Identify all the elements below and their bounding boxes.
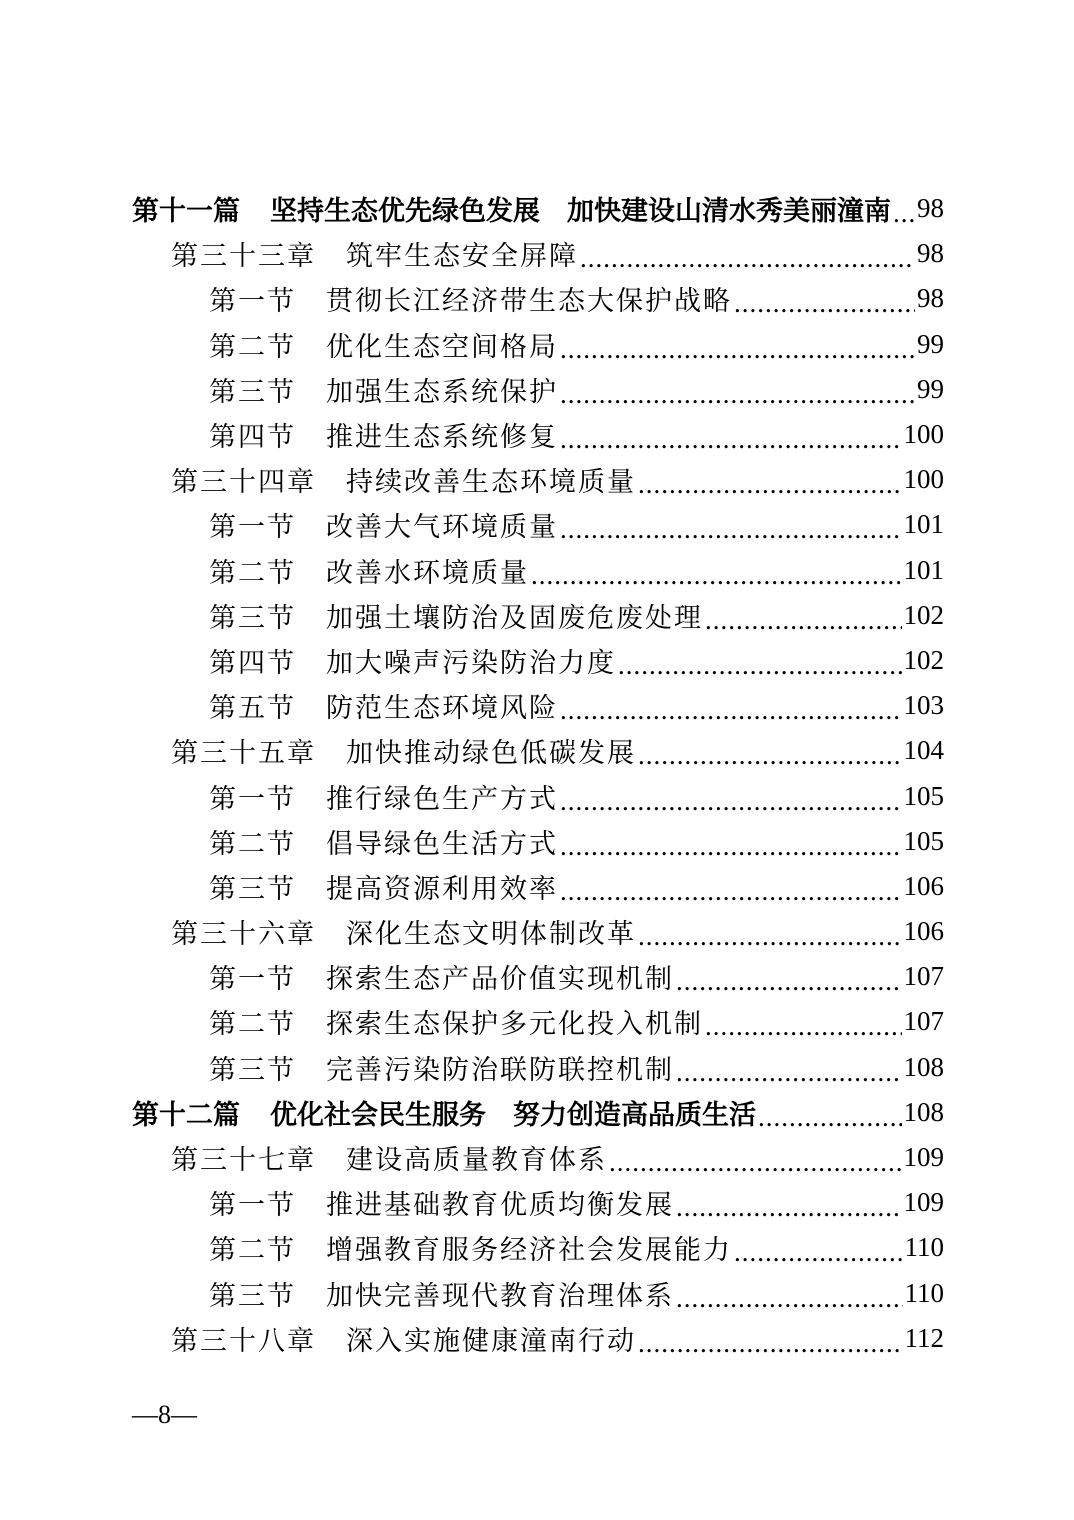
toc-number: 第三十三章	[171, 241, 316, 273]
toc-page: 98	[917, 283, 944, 314]
toc-leader	[676, 1283, 903, 1314]
toc-page: 101	[903, 509, 944, 540]
toc-page: 103	[903, 690, 944, 721]
toc-row[interactable]	[0, 638, 1074, 683]
toc-row[interactable]	[0, 276, 1074, 321]
toc-page: 106	[903, 916, 944, 947]
toc-row[interactable]	[0, 593, 1074, 638]
toc-page: 99	[917, 328, 944, 359]
toc-page: 110	[904, 1232, 944, 1263]
toc-title: 加快完善现代教育治理体系	[326, 1280, 674, 1312]
toc-label	[209, 1048, 674, 1087]
toc-title: 推进生态系统修复	[326, 422, 558, 454]
toc-title: 推行绿色生产方式	[326, 783, 558, 815]
toc-leader	[638, 1328, 903, 1359]
toc-page: 109	[903, 1142, 944, 1173]
toc-number: 第一节	[209, 964, 296, 996]
toc-title: 深入实施健康潼南行动	[346, 1325, 636, 1357]
toc-label	[209, 1274, 674, 1313]
toc-label	[209, 551, 529, 590]
toc-title: 提高资源利用效率	[326, 873, 558, 905]
toc-label	[132, 189, 891, 228]
toc-row[interactable]	[0, 1271, 1074, 1316]
toc-leader	[638, 469, 902, 500]
toc-row[interactable]	[0, 457, 1074, 502]
toc-row[interactable]	[0, 548, 1074, 593]
toc-label	[209, 822, 558, 861]
toc-leader	[638, 921, 902, 952]
toc-label	[171, 731, 636, 770]
toc-title: 探索生态产品价值实现机制	[326, 964, 674, 996]
toc-page: 112	[904, 1322, 944, 1353]
toc-leader	[560, 695, 902, 726]
toc-leader	[758, 1102, 902, 1133]
toc-page: 107	[903, 1006, 944, 1037]
toc-label	[209, 596, 703, 635]
toc-title: 增强教育服务经济社会发展能力	[326, 1235, 732, 1267]
toc-title: 探索生态保护多元化投入机制	[326, 1009, 703, 1041]
toc-label	[171, 234, 578, 273]
toc-number: 第三十七章	[171, 1145, 316, 1177]
toc-row[interactable]	[0, 1316, 1074, 1361]
toc-number: 第二节	[209, 557, 296, 589]
toc-title: 筑牢生态安全屏障	[346, 241, 578, 273]
toc-label	[209, 1183, 674, 1222]
toc-title: 加快推动绿色低碳发展	[346, 738, 636, 770]
toc-title: 推进基础教育优质均衡发展	[326, 1190, 674, 1222]
toc-page: 101	[903, 554, 944, 585]
toc-label	[209, 777, 558, 816]
toc-page: 105	[903, 780, 944, 811]
toc-number: 第一节	[209, 512, 296, 544]
toc-label	[209, 641, 616, 680]
toc-label	[209, 279, 732, 318]
toc-number: 第二节	[209, 331, 296, 363]
toc-leader	[676, 966, 902, 997]
toc-row[interactable]	[0, 773, 1074, 818]
toc-number: 第一节	[209, 1190, 296, 1222]
toc-row[interactable]	[0, 1180, 1074, 1225]
toc-title: 改善大气环境质量	[326, 512, 558, 544]
toc-title: 持续改善生态环境质量	[346, 467, 636, 499]
toc-label	[171, 912, 636, 951]
toc-row[interactable]	[0, 819, 1074, 864]
toc-number: 第三节	[209, 1280, 296, 1312]
toc-leader	[676, 1192, 902, 1223]
toc-number: 第三十五章	[171, 738, 316, 770]
toc-label	[209, 686, 558, 725]
toc-row[interactable]	[0, 322, 1074, 367]
toc-label	[209, 370, 558, 409]
toc-number: 第三十六章	[171, 919, 316, 951]
toc-row[interactable]	[0, 683, 1074, 728]
toc-label	[171, 1138, 607, 1177]
toc-leader	[531, 560, 902, 591]
toc-leader	[638, 740, 902, 771]
toc-number: 第三节	[209, 602, 296, 634]
toc-leader	[734, 1237, 903, 1268]
toc-label	[209, 1002, 703, 1041]
toc-page: 108	[903, 1051, 944, 1082]
toc-page: 99	[917, 373, 944, 404]
toc-title: 深化生态文明体制改革	[346, 919, 636, 951]
toc-page: 100	[903, 464, 944, 495]
toc-number: 第五节	[209, 693, 296, 725]
toc-row[interactable]	[0, 1090, 1074, 1135]
toc-number: 第二节	[209, 1235, 296, 1267]
toc-label	[171, 1319, 636, 1358]
toc-page: 108	[903, 1096, 944, 1127]
toc-row[interactable]	[0, 412, 1074, 457]
toc-number: 第二节	[209, 828, 296, 860]
toc-label	[209, 325, 558, 364]
toc-leader	[705, 605, 902, 636]
toc-row[interactable]	[0, 864, 1074, 909]
table-of-contents	[0, 186, 1074, 1361]
toc-leader	[560, 424, 902, 455]
toc-page: 98	[917, 238, 944, 269]
toc-leader	[609, 1147, 902, 1178]
toc-title: 加大噪声污染防治力度	[326, 647, 616, 679]
page-number-footer: —8—	[132, 1400, 197, 1429]
toc-number: 第四节	[209, 422, 296, 454]
toc-title: 倡导绿色生活方式	[326, 828, 558, 860]
toc-page: 100	[903, 419, 944, 450]
toc-leader	[580, 243, 915, 274]
toc-label	[209, 867, 558, 906]
toc-number: 第一节	[209, 783, 296, 815]
toc-row[interactable]	[0, 1225, 1074, 1270]
toc-row[interactable]	[0, 1045, 1074, 1090]
toc-page: 106	[903, 870, 944, 901]
toc-leader	[560, 379, 915, 410]
toc-leader	[893, 198, 915, 229]
toc-label	[171, 460, 636, 499]
toc-label	[209, 505, 558, 544]
toc-number: 第二节	[209, 1009, 296, 1041]
toc-row[interactable]	[0, 999, 1074, 1044]
toc-title: 防范生态环境风险	[326, 693, 558, 725]
toc-title: 完善污染防治联防联控机制	[326, 1054, 674, 1086]
toc-row[interactable]	[0, 954, 1074, 999]
toc-leader	[560, 831, 902, 862]
toc-title: 加强土壤防治及固废危废处理	[326, 602, 703, 634]
toc-page: 105	[903, 825, 944, 856]
toc-leader	[734, 288, 915, 319]
toc-page: 107	[903, 961, 944, 992]
toc-leader	[560, 514, 902, 545]
toc-row[interactable]	[0, 186, 1074, 231]
toc-title: 加强生态系统保护	[326, 376, 558, 408]
toc-number: 第三节	[209, 1054, 296, 1086]
toc-leader	[560, 334, 915, 365]
toc-row[interactable]	[0, 231, 1074, 276]
toc-number: 第三十八章	[171, 1325, 316, 1357]
toc-label	[209, 957, 674, 996]
toc-label	[132, 1093, 756, 1132]
toc-title: 优化社会民生服务 努力创造高品质生活	[270, 1099, 756, 1131]
toc-title: 坚持生态优先绿色发展 加快建设山清水秀美丽潼南	[270, 196, 891, 228]
toc-page: 109	[903, 1187, 944, 1218]
toc-row[interactable]	[0, 909, 1074, 954]
toc-number: 第一节	[209, 286, 296, 318]
toc-title: 建设高质量教育体系	[346, 1145, 607, 1177]
toc-page: 98	[917, 193, 944, 224]
toc-number: 第十一篇	[132, 196, 240, 228]
toc-leader	[560, 786, 902, 817]
toc-leader	[560, 876, 902, 907]
toc-row[interactable]	[0, 367, 1074, 412]
toc-number: 第十二篇	[132, 1099, 240, 1131]
toc-row[interactable]	[0, 728, 1074, 773]
toc-title: 贯彻长江经济带生态大保护战略	[326, 286, 732, 318]
toc-page: 102	[903, 599, 944, 630]
toc-label	[209, 1228, 732, 1267]
toc-number: 第三节	[209, 873, 296, 905]
toc-title: 改善水环境质量	[326, 557, 529, 589]
toc-number: 第三节	[209, 376, 296, 408]
toc-row[interactable]	[0, 1135, 1074, 1180]
toc-label	[209, 415, 558, 454]
toc-number: 第四节	[209, 647, 296, 679]
toc-row[interactable]	[0, 502, 1074, 547]
toc-title: 优化生态空间格局	[326, 331, 558, 363]
toc-page: 110	[904, 1277, 944, 1308]
toc-page: 104	[903, 735, 944, 766]
toc-number: 第三十四章	[171, 467, 316, 499]
toc-page: 102	[903, 644, 944, 675]
toc-leader	[705, 1011, 902, 1042]
toc-leader	[618, 650, 902, 681]
toc-leader	[676, 1057, 902, 1088]
